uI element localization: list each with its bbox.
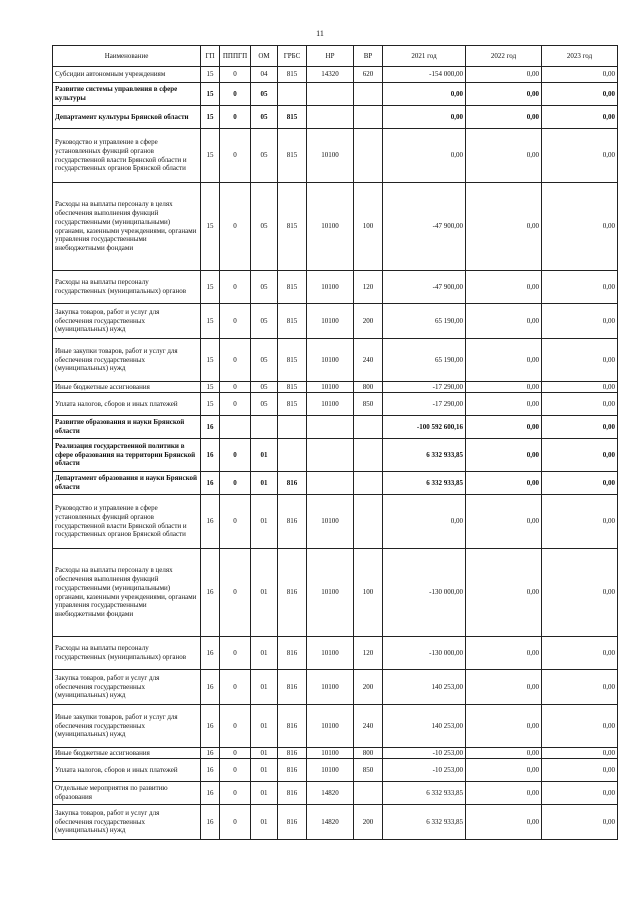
cell-om: 04 xyxy=(251,67,278,83)
cell-nr: 14820 xyxy=(307,805,354,840)
cell-grbs: 816 xyxy=(278,705,307,748)
table-header-row xyxy=(53,46,618,67)
cell-vr: 200 xyxy=(354,805,383,840)
cell-gp: 16 xyxy=(201,805,220,840)
cell-2023: 0,00 xyxy=(542,271,618,304)
table-row xyxy=(53,416,618,439)
cell-grbs: 815 xyxy=(278,106,307,129)
cell-vr xyxy=(354,439,383,472)
cell-2021: 6 332 933,85 xyxy=(383,805,466,840)
cell-2023: 0,00 xyxy=(542,495,618,549)
cell-2022: 0,00 xyxy=(466,472,542,495)
cell-2023: 0,00 xyxy=(542,339,618,382)
cell-2023: 0,00 xyxy=(542,549,618,637)
cell-vr: 800 xyxy=(354,382,383,393)
cell-gp: 15 xyxy=(201,271,220,304)
cell-gp: 16 xyxy=(201,748,220,759)
cell-2022: 0,00 xyxy=(466,705,542,748)
cell-gp: 16 xyxy=(201,705,220,748)
cell-2022: 0,00 xyxy=(466,83,542,106)
cell-ppgp: 0 xyxy=(220,106,251,129)
cell-om: 05 xyxy=(251,83,278,106)
cell-vr: 120 xyxy=(354,271,383,304)
cell-grbs: 815 xyxy=(278,271,307,304)
cell-vr: 240 xyxy=(354,705,383,748)
table-row xyxy=(53,439,618,472)
cell-vr xyxy=(354,83,383,106)
cell-2021: -130 000,00 xyxy=(383,637,466,670)
cell-2022: 0,00 xyxy=(466,106,542,129)
cell-gp: 16 xyxy=(201,495,220,549)
cell-nr: 10100 xyxy=(307,748,354,759)
cell-gp: 16 xyxy=(201,439,220,472)
cell-name: Иные закупки товаров, работ и услуг для обеспечения государственных (муниципальных) нужд xyxy=(53,339,201,382)
cell-om xyxy=(251,416,278,439)
table-row xyxy=(53,472,618,495)
cell-om: 01 xyxy=(251,549,278,637)
cell-nr: 10100 xyxy=(307,339,354,382)
cell-2022: 0,00 xyxy=(466,416,542,439)
cell-2021: 0,00 xyxy=(383,83,466,106)
cell-gp: 15 xyxy=(201,67,220,83)
cell-om: 05 xyxy=(251,393,278,416)
col-header-2022: 2022 год xyxy=(466,46,542,67)
cell-name: Расходы на выплаты персоналу в целях обеспечения выполнения функций государственными (муниципальными) органами, казенными учреждениями, органами управления государственными внебюджетными фондами xyxy=(53,183,201,271)
col-header-name: Наименование xyxy=(53,46,201,67)
col-header-2023: 2023 год xyxy=(542,46,618,67)
cell-vr xyxy=(354,782,383,805)
cell-2021: -47 900,00 xyxy=(383,271,466,304)
cell-vr: 850 xyxy=(354,759,383,782)
cell-gp: 15 xyxy=(201,382,220,393)
cell-nr: 10100 xyxy=(307,670,354,705)
cell-vr: 100 xyxy=(354,183,383,271)
cell-vr xyxy=(354,472,383,495)
cell-om: 01 xyxy=(251,495,278,549)
cell-2021: 6 332 933,85 xyxy=(383,472,466,495)
cell-grbs: 816 xyxy=(278,549,307,637)
cell-2022: 0,00 xyxy=(466,304,542,339)
cell-grbs: 816 xyxy=(278,472,307,495)
cell-2021: -10 253,00 xyxy=(383,759,466,782)
cell-vr: 100 xyxy=(354,549,383,637)
cell-grbs: 815 xyxy=(278,129,307,183)
cell-ppgp: 0 xyxy=(220,759,251,782)
cell-2021: 65 190,00 xyxy=(383,304,466,339)
cell-om: 05 xyxy=(251,339,278,382)
cell-om: 01 xyxy=(251,759,278,782)
cell-2023: 0,00 xyxy=(542,304,618,339)
cell-name: Субсидии автономным учреждениям xyxy=(53,67,201,83)
cell-2021: -100 592 600,16 xyxy=(383,416,466,439)
cell-grbs: 815 xyxy=(278,183,307,271)
cell-name: Расходы на выплаты персоналу государственных (муниципальных) органов xyxy=(53,271,201,304)
cell-gp: 16 xyxy=(201,416,220,439)
cell-2023: 0,00 xyxy=(542,416,618,439)
cell-grbs: 815 xyxy=(278,382,307,393)
cell-2021: 6 332 933,85 xyxy=(383,439,466,472)
cell-2022: 0,00 xyxy=(466,782,542,805)
cell-nr: 10100 xyxy=(307,549,354,637)
cell-nr: 10100 xyxy=(307,393,354,416)
cell-vr xyxy=(354,495,383,549)
cell-2023: 0,00 xyxy=(542,129,618,183)
col-header-vr: ВР xyxy=(354,46,383,67)
cell-2021: 0,00 xyxy=(383,495,466,549)
cell-2023: 0,00 xyxy=(542,183,618,271)
cell-nr: 10100 xyxy=(307,129,354,183)
cell-2022: 0,00 xyxy=(466,382,542,393)
cell-grbs xyxy=(278,439,307,472)
cell-nr: 14820 xyxy=(307,782,354,805)
col-header-grbs: ГРБС xyxy=(278,46,307,67)
cell-om: 05 xyxy=(251,106,278,129)
cell-2022: 0,00 xyxy=(466,183,542,271)
cell-gp: 15 xyxy=(201,339,220,382)
cell-2021: -47 900,00 xyxy=(383,183,466,271)
cell-om: 05 xyxy=(251,271,278,304)
cell-2023: 0,00 xyxy=(542,67,618,83)
cell-om: 01 xyxy=(251,472,278,495)
cell-ppgp: 0 xyxy=(220,382,251,393)
cell-ppgp: 0 xyxy=(220,304,251,339)
cell-2022: 0,00 xyxy=(466,129,542,183)
cell-nr: 10100 xyxy=(307,183,354,271)
cell-name: Департамент культуры Брянской области xyxy=(53,106,201,129)
cell-2023: 0,00 xyxy=(542,670,618,705)
cell-2022: 0,00 xyxy=(466,670,542,705)
cell-2023: 0,00 xyxy=(542,472,618,495)
cell-ppgp: 0 xyxy=(220,439,251,472)
cell-om: 05 xyxy=(251,129,278,183)
cell-name: Уплата налогов, сборов и иных платежей xyxy=(53,759,201,782)
cell-nr: 10100 xyxy=(307,705,354,748)
cell-ppgp: 0 xyxy=(220,339,251,382)
cell-ppgp xyxy=(220,416,251,439)
cell-vr xyxy=(354,416,383,439)
cell-2021: -17 290,00 xyxy=(383,382,466,393)
table-row xyxy=(53,549,618,637)
cell-2021: 6 332 933,85 xyxy=(383,782,466,805)
cell-2023: 0,00 xyxy=(542,382,618,393)
cell-om: 01 xyxy=(251,670,278,705)
cell-ppgp: 0 xyxy=(220,393,251,416)
cell-ppgp: 0 xyxy=(220,782,251,805)
cell-name: Закупка товаров, работ и услуг для обеспечения государственных (муниципальных) нужд xyxy=(53,304,201,339)
cell-grbs: 816 xyxy=(278,782,307,805)
cell-grbs: 815 xyxy=(278,339,307,382)
cell-vr: 620 xyxy=(354,67,383,83)
cell-ppgp: 0 xyxy=(220,67,251,83)
cell-ppgp: 0 xyxy=(220,549,251,637)
cell-2021: -130 000,00 xyxy=(383,549,466,637)
cell-nr xyxy=(307,439,354,472)
cell-ppgp: 0 xyxy=(220,637,251,670)
cell-ppgp: 0 xyxy=(220,129,251,183)
cell-ppgp: 0 xyxy=(220,748,251,759)
cell-name: Иные бюджетные ассигнования xyxy=(53,748,201,759)
cell-grbs: 816 xyxy=(278,495,307,549)
cell-name: Закупка товаров, работ и услуг для обеспечения государственных (муниципальных) нужд xyxy=(53,670,201,705)
cell-name: Уплата налогов, сборов и иных платежей xyxy=(53,393,201,416)
cell-gp: 15 xyxy=(201,393,220,416)
cell-2021: 0,00 xyxy=(383,106,466,129)
cell-om: 05 xyxy=(251,304,278,339)
cell-vr: 800 xyxy=(354,748,383,759)
cell-2023: 0,00 xyxy=(542,106,618,129)
cell-2023: 0,00 xyxy=(542,705,618,748)
cell-om: 01 xyxy=(251,805,278,840)
page-number: 11 xyxy=(316,29,324,38)
cell-2023: 0,00 xyxy=(542,748,618,759)
cell-name: Закупка товаров, работ и услуг для обеспечения государственных (муниципальных) нужд xyxy=(53,805,201,840)
cell-2022: 0,00 xyxy=(466,805,542,840)
table-row xyxy=(53,339,618,382)
cell-grbs: 816 xyxy=(278,748,307,759)
cell-grbs: 816 xyxy=(278,759,307,782)
table-row xyxy=(53,805,618,840)
cell-nr: 10100 xyxy=(307,304,354,339)
table-row xyxy=(53,129,618,183)
cell-gp: 16 xyxy=(201,472,220,495)
cell-name: Иные закупки товаров, работ и услуг для обеспечения государственных (муниципальных) нужд xyxy=(53,705,201,748)
cell-om: 05 xyxy=(251,382,278,393)
cell-grbs: 815 xyxy=(278,304,307,339)
cell-2021: 65 190,00 xyxy=(383,339,466,382)
col-header-ppgp: ПППГП xyxy=(220,46,251,67)
cell-grbs: 816 xyxy=(278,670,307,705)
table-row xyxy=(53,83,618,106)
cell-gp: 15 xyxy=(201,183,220,271)
cell-2021: -154 000,00 xyxy=(383,67,466,83)
cell-name: Реализация государственной политики в сфере образования на территории Брянской области xyxy=(53,439,201,472)
table-row xyxy=(53,304,618,339)
cell-gp: 15 xyxy=(201,83,220,106)
cell-gp: 15 xyxy=(201,106,220,129)
table-row xyxy=(53,637,618,670)
cell-2023: 0,00 xyxy=(542,439,618,472)
cell-nr xyxy=(307,106,354,129)
cell-gp: 16 xyxy=(201,759,220,782)
table-row xyxy=(53,495,618,549)
cell-vr: 240 xyxy=(354,339,383,382)
cell-vr xyxy=(354,106,383,129)
budget-table xyxy=(52,45,618,840)
cell-om: 01 xyxy=(251,782,278,805)
cell-vr xyxy=(354,129,383,183)
cell-2021: 140 253,00 xyxy=(383,705,466,748)
cell-nr xyxy=(307,83,354,106)
cell-2023: 0,00 xyxy=(542,805,618,840)
cell-nr: 10100 xyxy=(307,637,354,670)
cell-ppgp: 0 xyxy=(220,705,251,748)
table-row xyxy=(53,382,618,393)
cell-vr: 200 xyxy=(354,670,383,705)
cell-2023: 0,00 xyxy=(542,637,618,670)
cell-vr: 200 xyxy=(354,304,383,339)
cell-nr: 10100 xyxy=(307,271,354,304)
cell-gp: 15 xyxy=(201,129,220,183)
cell-nr: 10100 xyxy=(307,759,354,782)
cell-2021: 140 253,00 xyxy=(383,670,466,705)
cell-2021: 0,00 xyxy=(383,129,466,183)
cell-ppgp: 0 xyxy=(220,271,251,304)
cell-nr xyxy=(307,416,354,439)
cell-2022: 0,00 xyxy=(466,549,542,637)
cell-ppgp: 0 xyxy=(220,670,251,705)
cell-grbs xyxy=(278,416,307,439)
table-row xyxy=(53,782,618,805)
col-header-om: ОМ xyxy=(251,46,278,67)
cell-name: Департамент образования и науки Брянской области xyxy=(53,472,201,495)
cell-2022: 0,00 xyxy=(466,748,542,759)
cell-ppgp: 0 xyxy=(220,805,251,840)
table-row xyxy=(53,183,618,271)
cell-gp: 16 xyxy=(201,637,220,670)
cell-om: 01 xyxy=(251,748,278,759)
cell-2022: 0,00 xyxy=(466,439,542,472)
cell-vr: 850 xyxy=(354,393,383,416)
cell-grbs: 816 xyxy=(278,637,307,670)
cell-2023: 0,00 xyxy=(542,83,618,106)
cell-name: Расходы на выплаты персоналу государственных (муниципальных) органов xyxy=(53,637,201,670)
cell-vr: 120 xyxy=(354,637,383,670)
cell-gp: 16 xyxy=(201,549,220,637)
cell-name: Развитие системы управления в сфере культуры xyxy=(53,83,201,106)
table-row xyxy=(53,748,618,759)
cell-name: Руководство и управление в сфере установленных функций органов государственной власти Брянской области и государственных органов Брянской области xyxy=(53,495,201,549)
cell-2022: 0,00 xyxy=(466,759,542,782)
cell-2022: 0,00 xyxy=(466,339,542,382)
table-row xyxy=(53,670,618,705)
cell-nr: 10100 xyxy=(307,495,354,549)
table-row xyxy=(53,271,618,304)
cell-grbs: 815 xyxy=(278,67,307,83)
cell-name: Отдельные мероприятия по развитию образования xyxy=(53,782,201,805)
cell-om: 01 xyxy=(251,637,278,670)
cell-2023: 0,00 xyxy=(542,759,618,782)
cell-name: Развитие образования и науки Брянской области xyxy=(53,416,201,439)
col-header-nr: НР xyxy=(307,46,354,67)
cell-name: Расходы на выплаты персоналу в целях обеспечения выполнения функций государственными (муниципальными) органами, казенными учреждениями, органами управления государственными внебюджетными фондами xyxy=(53,549,201,637)
cell-2022: 0,00 xyxy=(466,271,542,304)
cell-2023: 0,00 xyxy=(542,782,618,805)
table-row xyxy=(53,705,618,748)
cell-2023: 0,00 xyxy=(542,393,618,416)
table-row xyxy=(53,759,618,782)
cell-2021: -17 290,00 xyxy=(383,393,466,416)
cell-name: Иные бюджетные ассигнования xyxy=(53,382,201,393)
cell-2022: 0,00 xyxy=(466,393,542,416)
col-header-2021: 2021 год xyxy=(383,46,466,67)
cell-om: 05 xyxy=(251,183,278,271)
cell-grbs xyxy=(278,83,307,106)
table-row xyxy=(53,106,618,129)
cell-nr xyxy=(307,472,354,495)
cell-gp: 16 xyxy=(201,782,220,805)
table-row xyxy=(53,393,618,416)
cell-nr: 10100 xyxy=(307,382,354,393)
cell-2022: 0,00 xyxy=(466,637,542,670)
cell-ppgp: 0 xyxy=(220,183,251,271)
cell-grbs: 815 xyxy=(278,393,307,416)
cell-gp: 15 xyxy=(201,304,220,339)
cell-ppgp: 0 xyxy=(220,495,251,549)
col-header-gp: ГП xyxy=(201,46,220,67)
cell-gp: 16 xyxy=(201,670,220,705)
cell-grbs: 816 xyxy=(278,805,307,840)
cell-2022: 0,00 xyxy=(466,495,542,549)
cell-om: 01 xyxy=(251,439,278,472)
cell-nr: 14320 xyxy=(307,67,354,83)
cell-ppgp: 0 xyxy=(220,83,251,106)
cell-om: 01 xyxy=(251,705,278,748)
table-row xyxy=(53,67,618,83)
cell-2022: 0,00 xyxy=(466,67,542,83)
cell-ppgp: 0 xyxy=(220,472,251,495)
cell-name: Руководство и управление в сфере установленных функций органов государственной власти Брянской области и государственных органов Брянской области xyxy=(53,129,201,183)
cell-2021: -10 253,00 xyxy=(383,748,466,759)
